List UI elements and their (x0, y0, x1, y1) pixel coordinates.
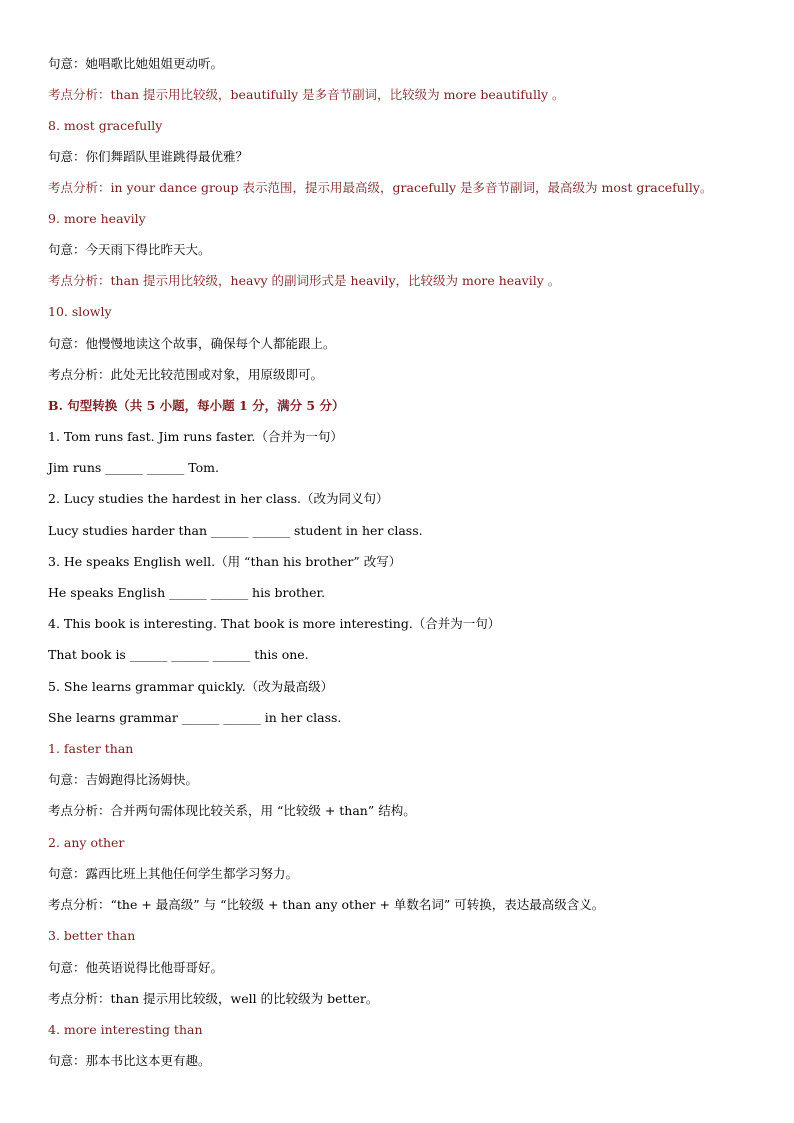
text-line: 考点分析：than 提示用比较级，beautifully 是多音节副词，比较级为 more beautifully 。 (48, 87, 565, 102)
section-heading: B. 句型转换（共 5 小题，每小题 1 分，满分 5 分） (48, 398, 345, 413)
text-line: 句意：吉姆跑得比汤姆快。 (48, 772, 199, 787)
text-line: 10. slowly (48, 304, 112, 319)
text-line: That book is ______ ______ ______ this one. (48, 647, 309, 662)
text-line: 考点分析：than 提示用比较级，heavy 的副词形式是 heavily，比较级为 more heavily 。 (48, 273, 561, 288)
text-line: 考点分析：“the + 最高级” 与 “比较级 + than any other + 单数名词” 可转换，表达最高级含义。 (48, 897, 605, 912)
text-line: 句意：那本书比这本更有趣。 (48, 1053, 211, 1068)
text-line: 句意：他英语说得比他哥哥好。 (48, 960, 224, 975)
text-line: 句意：他慢慢地读这个故事，确保每个人都能跟上。 (48, 336, 336, 351)
text-line: 考点分析：此处无比较范围或对象，用原级即可。 (48, 367, 324, 382)
text-line: 1. Tom runs fast. Jim runs faster.（合并为一句） (48, 429, 343, 444)
text-line: Jim runs ______ ______ Tom. (48, 460, 219, 475)
text-line: 8. most gracefully (48, 118, 163, 133)
text-line: 句意：露西比班上其他任何学生都学习努力。 (48, 866, 299, 881)
text-line: He speaks English ______ ______ his brother. (48, 585, 326, 600)
text-line: 5. She learns grammar quickly.（改为最高级） (48, 679, 334, 694)
text-line: 句意：你们舞蹈队里谁跳得最优雅？ (48, 149, 249, 164)
text-line: 9. more heavily (48, 211, 146, 226)
text-line: She learns grammar ______ ______ in her class. (48, 710, 342, 725)
text-line: 句意：今天雨下得比昨天大。 (48, 242, 211, 257)
text-line: 句意：她唱歌比她姐姐更动听。 (48, 56, 224, 71)
text-line: 1. faster than (48, 741, 134, 756)
text-line: 2. Lucy studies the hardest in her class.（改为同义句） (48, 491, 389, 506)
text-line: 4. more interesting than (48, 1022, 203, 1037)
text-line: 4. This book is interesting. That book is more interesting.（合并为一句） (48, 616, 501, 631)
text-line: 3. He speaks English well.（用 “than his brother” 改写） (48, 554, 402, 569)
text-line: 考点分析：in your dance group 表示范围，提示用最高级，gracefully 是多音节副词，最高级为 most gracefully。 (48, 180, 713, 195)
text-line: Lucy studies harder than ______ ______ student in her class. (48, 523, 423, 538)
text-line: 2. any other (48, 835, 125, 850)
text-line: 考点分析：合并两句需体现比较关系，用 “比较级 + than” 结构。 (48, 803, 416, 818)
text-line: 3. better than (48, 928, 136, 943)
text-line: 考点分析：than 提示用比较级，well 的比较级为 better。 (48, 991, 379, 1006)
